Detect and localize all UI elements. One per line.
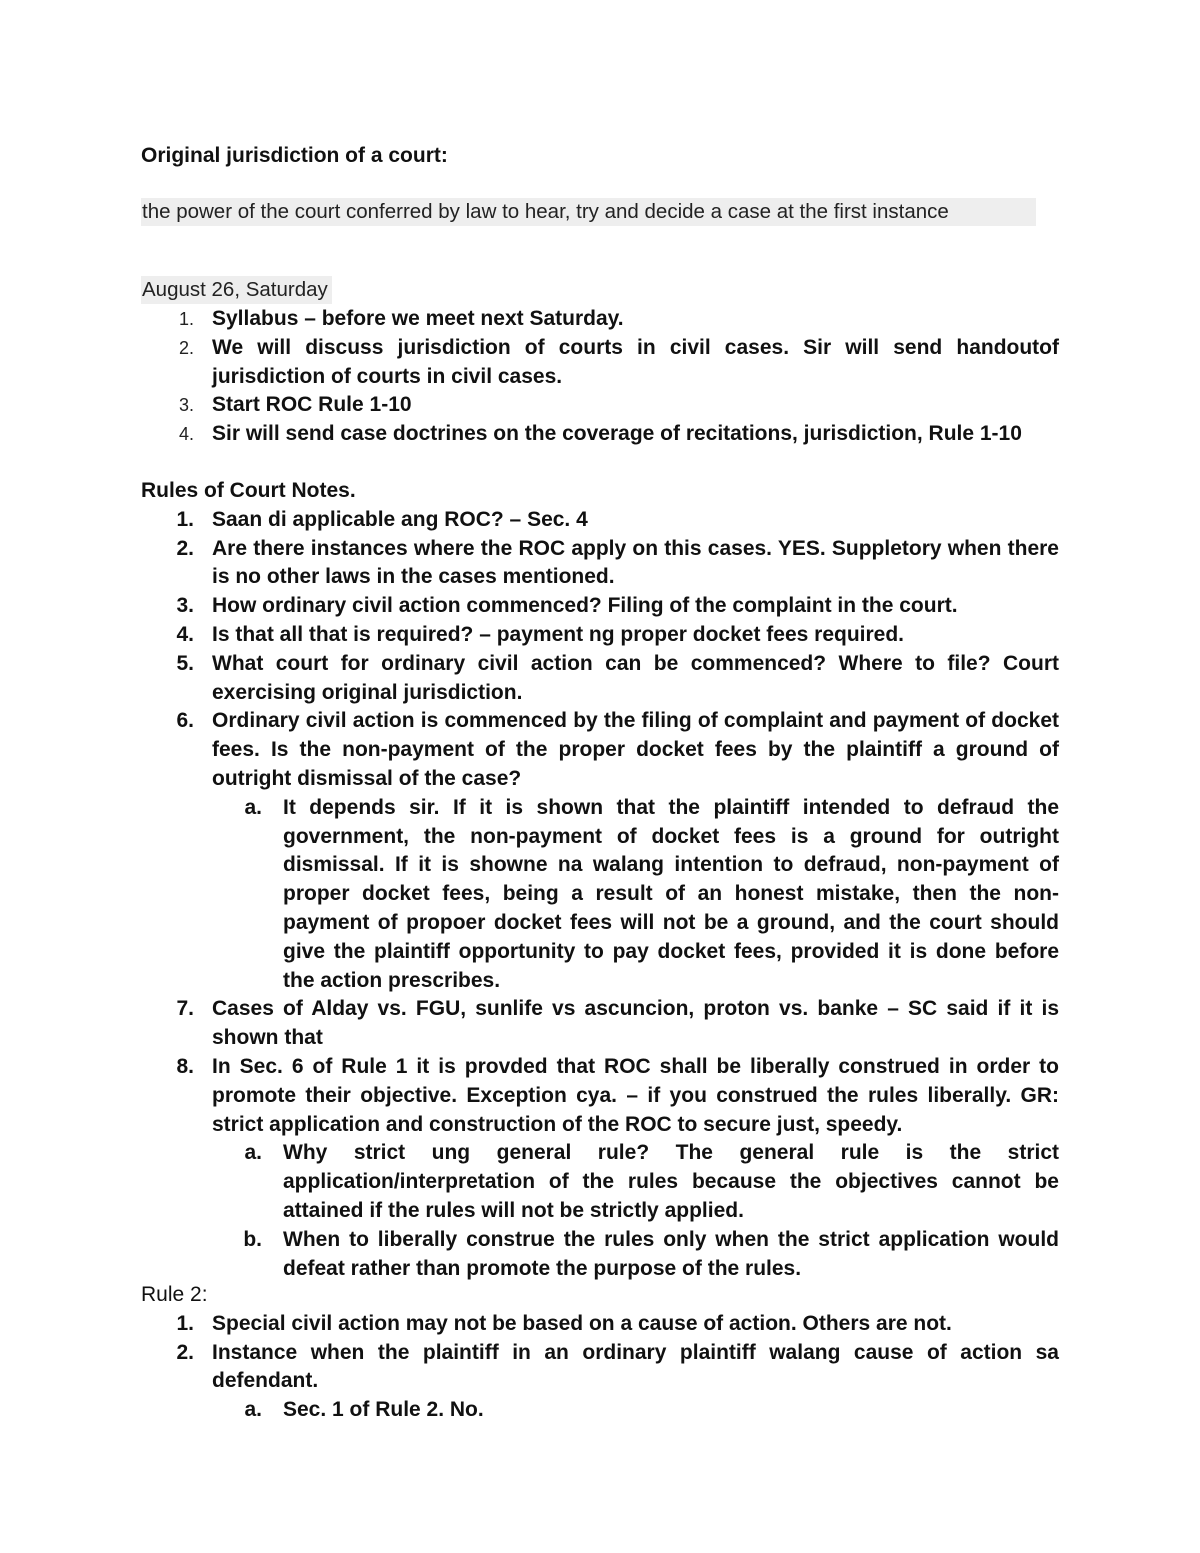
list-item-text: Are there instances where the ROC apply on this cases. YES. Suppletory when there is no other laws in the cases mentioned. <box>212 536 1059 589</box>
list-item-text: In Sec. 6 of Rule 1 it is provded that ROC shall be liberally construed in order to promote their objective. Exception cya. – if you construed the rules liberally. GR: strict application and construction of the ROC to secure just, speedy. <box>212 1054 1059 1136</box>
syllabus-list <box>141 305 1059 449</box>
list-number: 3. <box>176 594 194 618</box>
sub-list-item-text: Sec. 1 of Rule 2. No. <box>283 1398 484 1422</box>
list-number: 1. <box>176 507 194 531</box>
list-item-text: Ordinary civil action is commenced by the filing of complaint and payment of docket fees. Is the non-payment of the proper docket fees by the plaintiff a ground of outright dismissal of the case? <box>212 709 1059 790</box>
list-number: 6. <box>176 709 194 733</box>
list-number: 2. <box>176 536 194 560</box>
sub-list-item-text: When to liberally construe the rules only when the strict application would defeat rather than promote the purpose of the rules. <box>283 1227 1059 1280</box>
list-item <box>141 1310 1059 1339</box>
highlighted-definition: the power of the court conferred by law to hear, try and decide a case at the first instance <box>141 198 1036 226</box>
list-number: 1. <box>176 1311 194 1335</box>
sub-list-item-text: It depends sir. If it is shown that the plaintiff intended to defraud the government, the non-payment of docket fees is a ground for outright dismissal. If it is showne na walang intention to defraud, non-payment of proper docket fees, being a result of an honest mistake, then the non-payment of propoer docket fees will not be a ground, and the court should give the plaintiff opportunity to pay docket fees, provided it is done before the action prescribes. <box>283 795 1059 992</box>
list-item <box>141 535 1059 593</box>
list-item <box>141 506 1059 535</box>
list-item-text: Sir will send case doctrines on the coverage of recitations, jurisdiction, Rule 1-10 <box>212 422 1022 446</box>
list-item-text: Syllabus – before we meet next Saturday. <box>212 307 624 330</box>
list-item-text: Instance when the plaintiff in an ordinary plaintiff walang cause of action sa defendant. <box>212 1340 1059 1393</box>
sub-list-item-text: Why strict ung general rule? The general rule is the strict application/interpretation of the rules because the objectives cannot be attained if the rules will not be strictly applied. <box>283 1141 1059 1222</box>
list-number: 5. <box>176 651 194 675</box>
sub-list-item <box>141 1396 1059 1425</box>
list-item <box>141 592 1059 621</box>
rule-2-notes <box>141 1281 1059 1425</box>
sub-list-item <box>141 1139 1059 1225</box>
sub-list-letter: a. <box>244 795 262 819</box>
rules-of-court-notes <box>141 477 1059 1283</box>
list-item-text: Start ROC Rule 1-10 <box>212 393 412 417</box>
sub-list-letter: b. <box>243 1227 262 1251</box>
list-item-text: How ordinary civil action commenced? Filing of the complaint in the court. <box>212 594 958 618</box>
list-number: 2. <box>176 1340 194 1364</box>
list-number: 4. <box>178 424 194 445</box>
sub-list-item <box>141 794 1059 996</box>
sub-list-item <box>141 1226 1059 1284</box>
list-item <box>141 707 1059 793</box>
list-item-text: Saan di applicable ang ROC? – Sec. 4 <box>212 507 588 531</box>
list-number: 8. <box>176 1054 194 1078</box>
list-number: 4. <box>176 622 194 646</box>
highlighted-date: August 26, Saturday <box>141 276 332 304</box>
list-item <box>141 334 1059 392</box>
sub-list-letter: a. <box>244 1398 262 1422</box>
list-item <box>141 420 1059 449</box>
list-item <box>141 621 1059 650</box>
list-item <box>141 1053 1059 1139</box>
sub-list-letter: a. <box>244 1141 262 1165</box>
list-item-text: We will discuss jurisdiction of courts in civil cases. Sir will send handoutof jurisdiction of courts in civil cases. <box>212 335 1059 388</box>
list-item-text: What court for ordinary civil action can be commenced? Where to file? Court exercising original jurisdiction. <box>212 651 1059 704</box>
list-item-text: Cases of Alday vs. FGU, sunlife vs ascuncion, proton vs. banke – SC said if it is shown that <box>212 997 1059 1050</box>
list-number: 1. <box>178 309 194 329</box>
list-number: 3. <box>178 395 194 416</box>
list-item-text: Special civil action may not be based on a cause of action. Others are not. <box>212 1311 952 1335</box>
section-heading-original-jurisdiction: Original jurisdiction of a court: <box>141 144 448 167</box>
list-item <box>141 650 1059 708</box>
list-item <box>141 391 1059 420</box>
list-item-text: Is that all that is required? – payment ng proper docket fees required. <box>212 622 904 646</box>
list-item <box>141 1339 1059 1397</box>
section-heading-rules-of-court: Rules of Court Notes. <box>141 479 356 502</box>
list-item <box>141 305 1059 334</box>
section-heading-rule-2: Rule 2: <box>141 1283 208 1306</box>
list-number: 7. <box>176 997 194 1021</box>
list-number: 2. <box>178 337 194 358</box>
list-item <box>141 995 1059 1053</box>
